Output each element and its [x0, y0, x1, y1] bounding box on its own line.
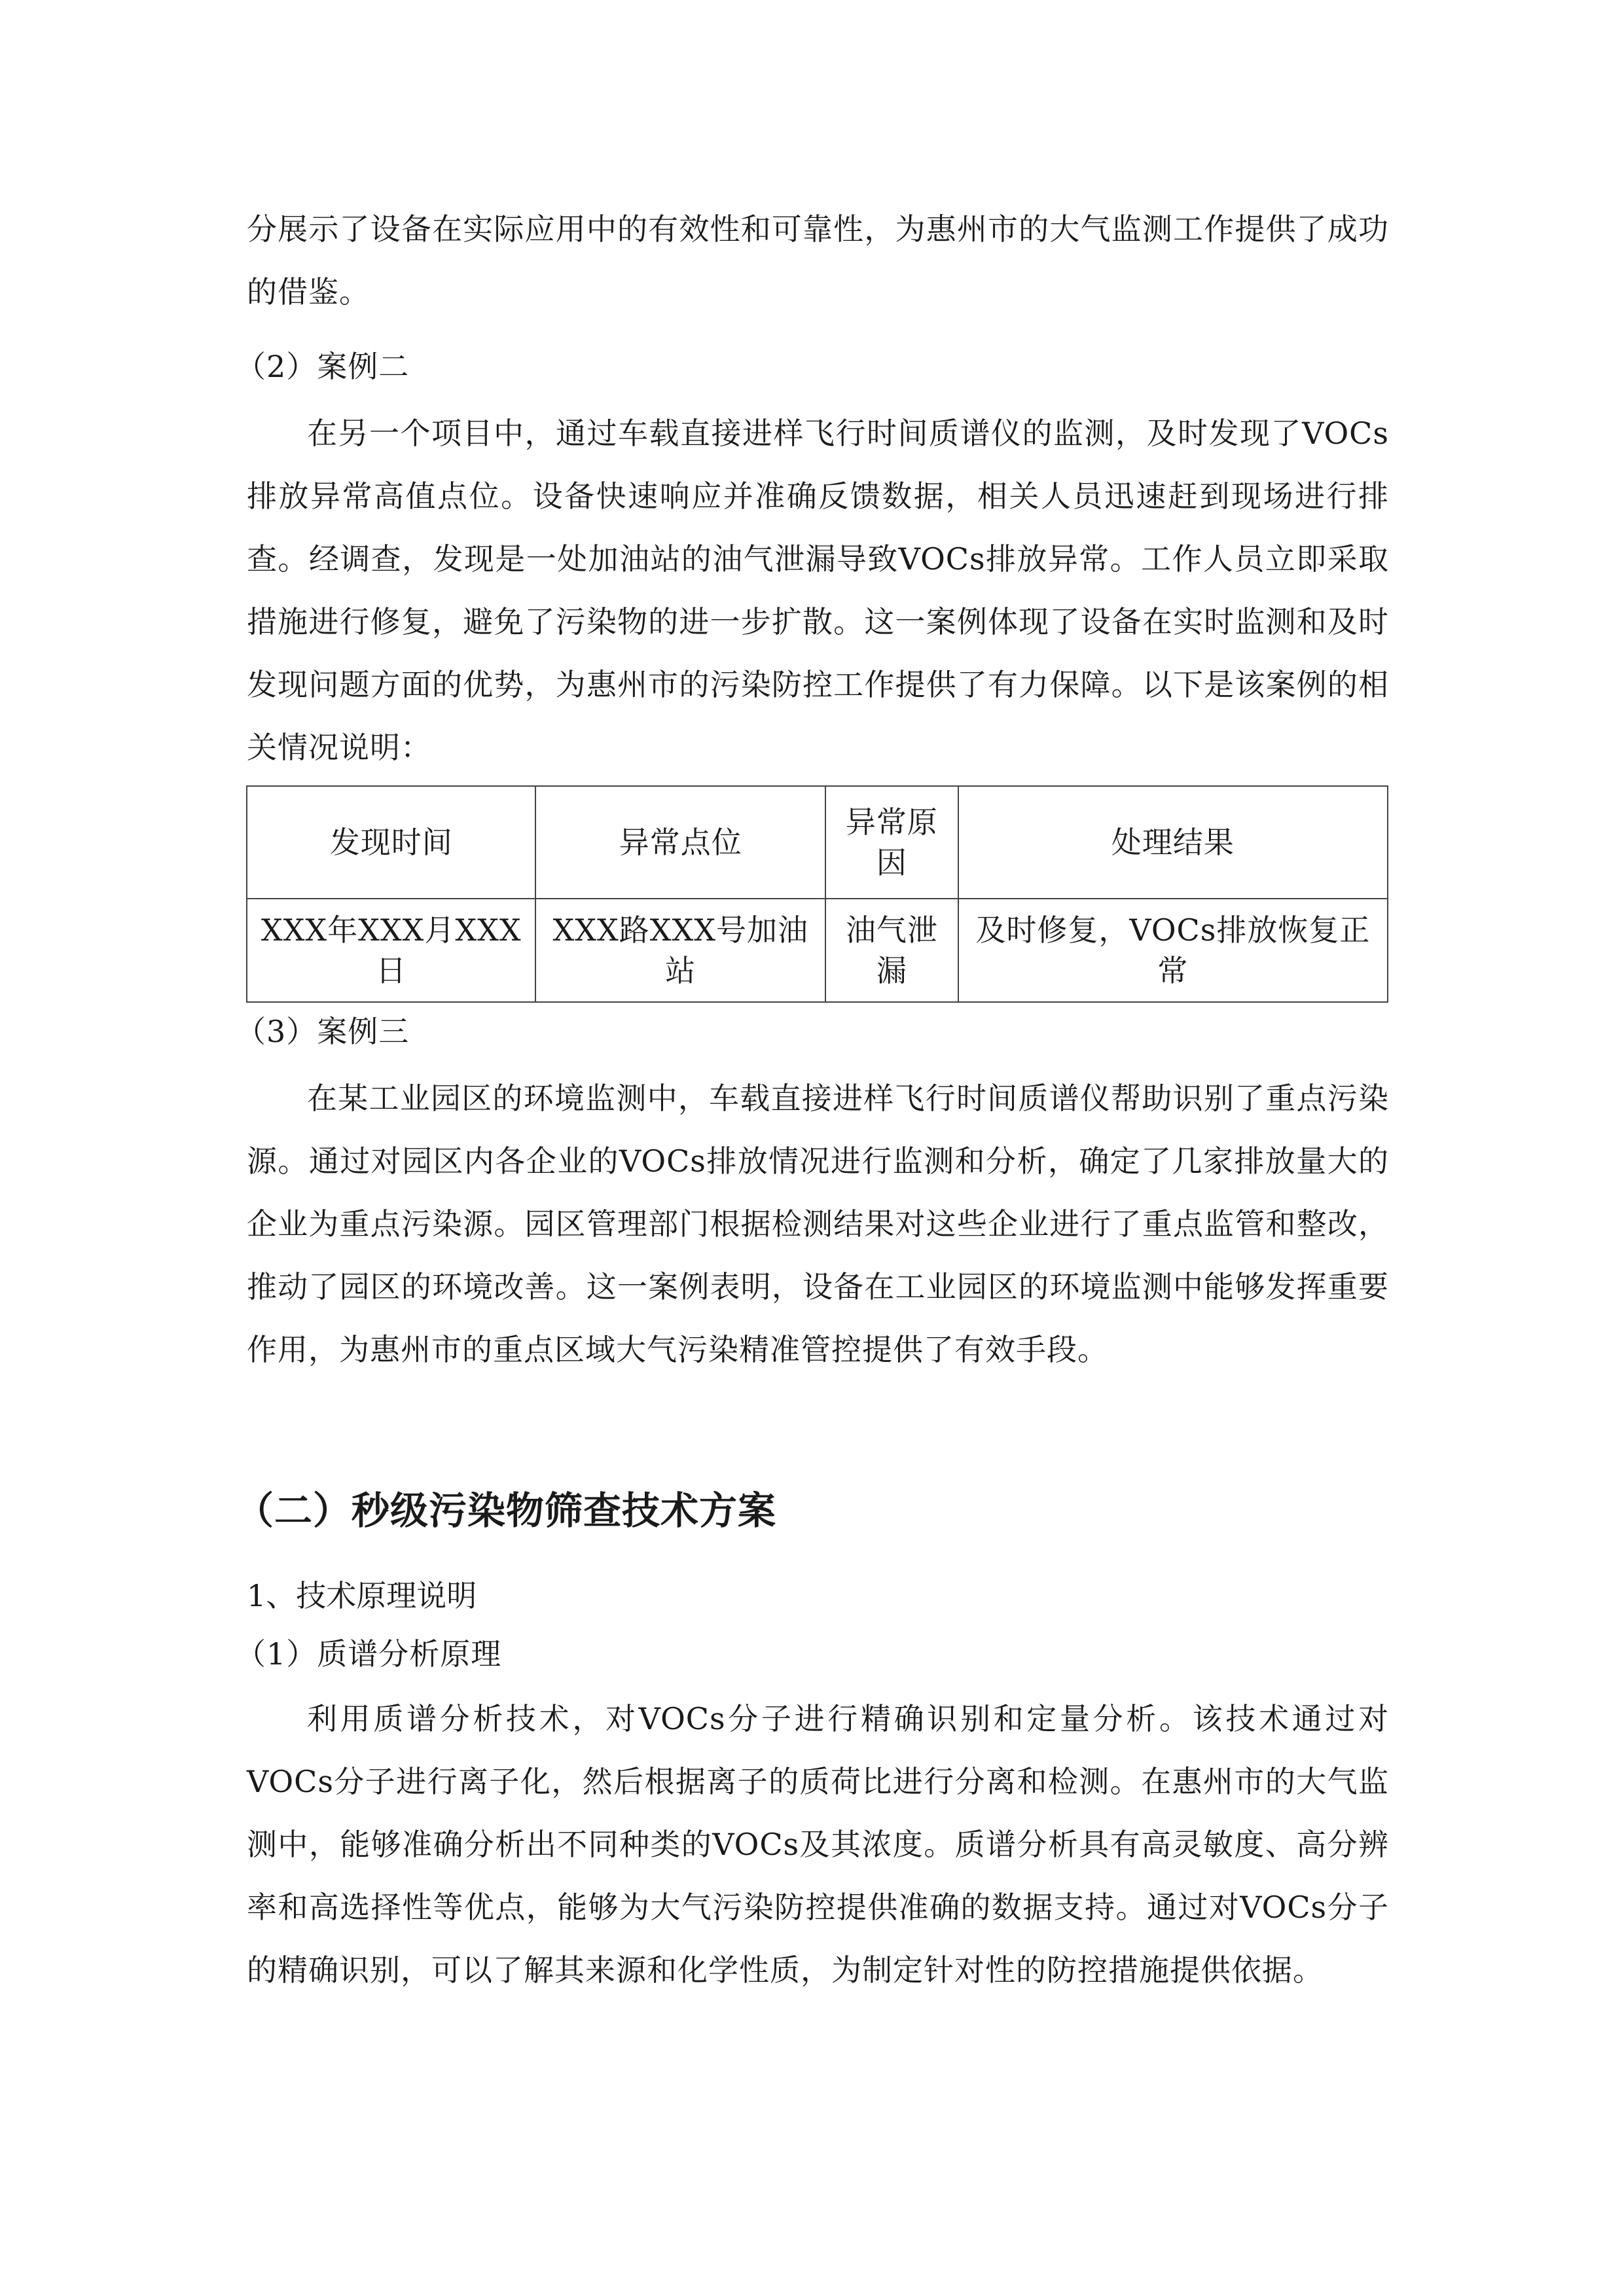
table-cell: 油气泄漏 — [825, 899, 958, 1002]
table-cell: 及时修复，VOCs排放恢复正常 — [958, 899, 1388, 1002]
table-header-cell: 异常原因 — [825, 786, 958, 899]
case-3-label: （3）案例三 — [236, 1014, 410, 1049]
table-header-cell: 发现时间 — [247, 786, 535, 899]
sub-sub-heading: （1）质谱分析原理 — [236, 1636, 502, 1672]
section-heading: （二）秒级污染物筛查技术方案 — [236, 1488, 777, 1533]
table-cell: XXX年XXX月XXX日 — [247, 899, 535, 1002]
paragraph-case-2: 在另一个项目中，通过车载直接进样飞行时间质谱仪的监测，及时发现了VOCs排放异常高值点位。设备快速响应并准确反馈数据，相关人员迅速赶到现场进行排查。经调查，发现是一处加油站的油气泄漏导致VOCs排放异常。工作人员立即采取措施进行修复，避免了污染物的进一步扩散。这一案例体现了设备在实时监测和及时发现问题方面的优势，为惠州市的污染防控工作提供了有力保障。以下是该案例的相关情况说明： — [247, 416, 1389, 765]
paragraph-mass-spec: 利用质谱分析技术，对VOCs分子进行精确识别和定量分析。该技术通过对VOCs分子进行离子化，然后根据离子的质荷比进行分离和检测。在惠州市的大气监测中，能够准确分析出不同种类的VOCs及其浓度。质谱分析具有高灵敏度、高分辨率和高选择性等优点，能够为大气污染防控提供准确的数据支持。通过对VOCs分子的精确识别，可以了解其来源和化学性质，为制定针对性的防控措施提供依据。 — [247, 1701, 1389, 1988]
table-header-cell: 处理结果 — [958, 786, 1388, 899]
table-header-cell: 异常点位 — [535, 786, 825, 899]
table-cell: XXX路XXX号加油站 — [535, 899, 825, 1002]
paragraph-continuation: 分展示了设备在实际应用中的有效性和可靠性，为惠州市的大气监测工作提供了成功的借鉴。 — [247, 211, 1389, 310]
table-header-row — [247, 786, 1388, 899]
case-table — [246, 785, 1388, 1003]
sub-heading: 1、技术原理说明 — [247, 1578, 477, 1613]
paragraph-case-3: 在某工业园区的环境监测中，车载直接进样飞行时间质谱仪帮助识别了重点污染源。通过对园区内各企业的VOCs排放情况进行监测和分析，确定了几家排放量大的企业为重点污染源。园区管理部门根据检测结果对这些企业进行了重点监管和整改，推动了园区的环境改善。这一案例表明，设备在工业园区的环境监测中能够发挥重要作用，为惠州市的重点区域大气污染精准管控提供了有效手段。 — [247, 1081, 1389, 1367]
case-2-label: （2）案例二 — [236, 349, 410, 384]
table-row — [247, 899, 1388, 1002]
